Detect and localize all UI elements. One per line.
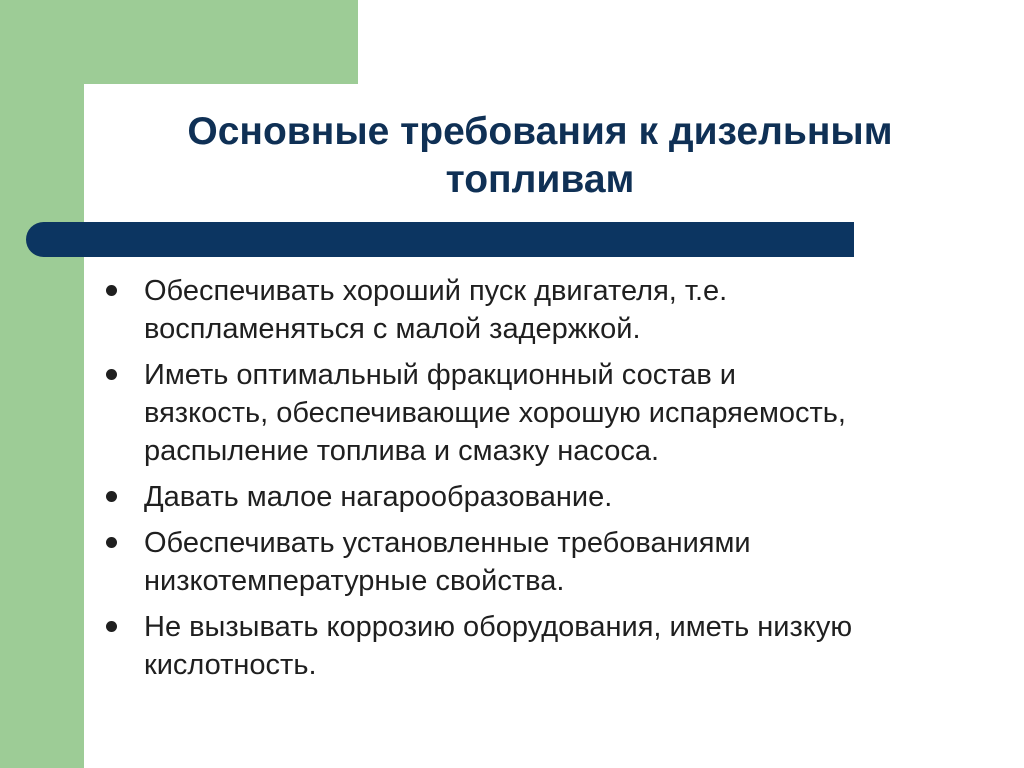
- title-accent-bar: [26, 222, 854, 257]
- bullet-item-fraction-composition: [100, 356, 1000, 470]
- bullet-line: низкотемпературные свойства.: [144, 565, 565, 597]
- bullet-item-corrosion: [100, 608, 1000, 684]
- bullet-line: Иметь оптимальный фракционный состав и: [144, 359, 736, 391]
- bullet-dot-icon: [106, 369, 117, 380]
- bullet-list: [100, 272, 1000, 692]
- bullet-line: распыление топлива и смазку насоса.: [144, 435, 660, 467]
- bullet-item-low-temperature: [100, 524, 1000, 600]
- bullet-line: Обеспечивать установленные требованиями: [144, 527, 751, 559]
- bullet-line: Давать малое нагарообразование.: [144, 481, 613, 513]
- title-line-2: топливам: [445, 158, 635, 201]
- bullet-line: Обеспечивать хороший пуск двигателя, т.е.: [144, 275, 728, 307]
- bullet-line: воспламеняться с малой задержкой.: [144, 313, 641, 345]
- left-green-strip: [0, 0, 84, 768]
- bullet-dot-icon: [106, 537, 117, 548]
- bullet-line: кислотность.: [144, 649, 317, 681]
- bullet-item-engine-start: [100, 272, 1000, 348]
- top-green-block: [0, 0, 358, 84]
- bullet-dot-icon: [106, 491, 117, 502]
- bullet-item-carbon-deposits: [100, 478, 1000, 516]
- bullet-line: вязкость, обеспечивающие хорошую испаряемость,: [144, 397, 846, 429]
- bullet-dot-icon: [106, 621, 117, 632]
- bullet-line: Не вызывать коррозию оборудования, иметь низкую: [144, 611, 853, 643]
- bullet-dot-icon: [106, 285, 117, 296]
- slide-title: [90, 108, 990, 204]
- title-line-1: Основные требования к дизельным: [187, 110, 893, 153]
